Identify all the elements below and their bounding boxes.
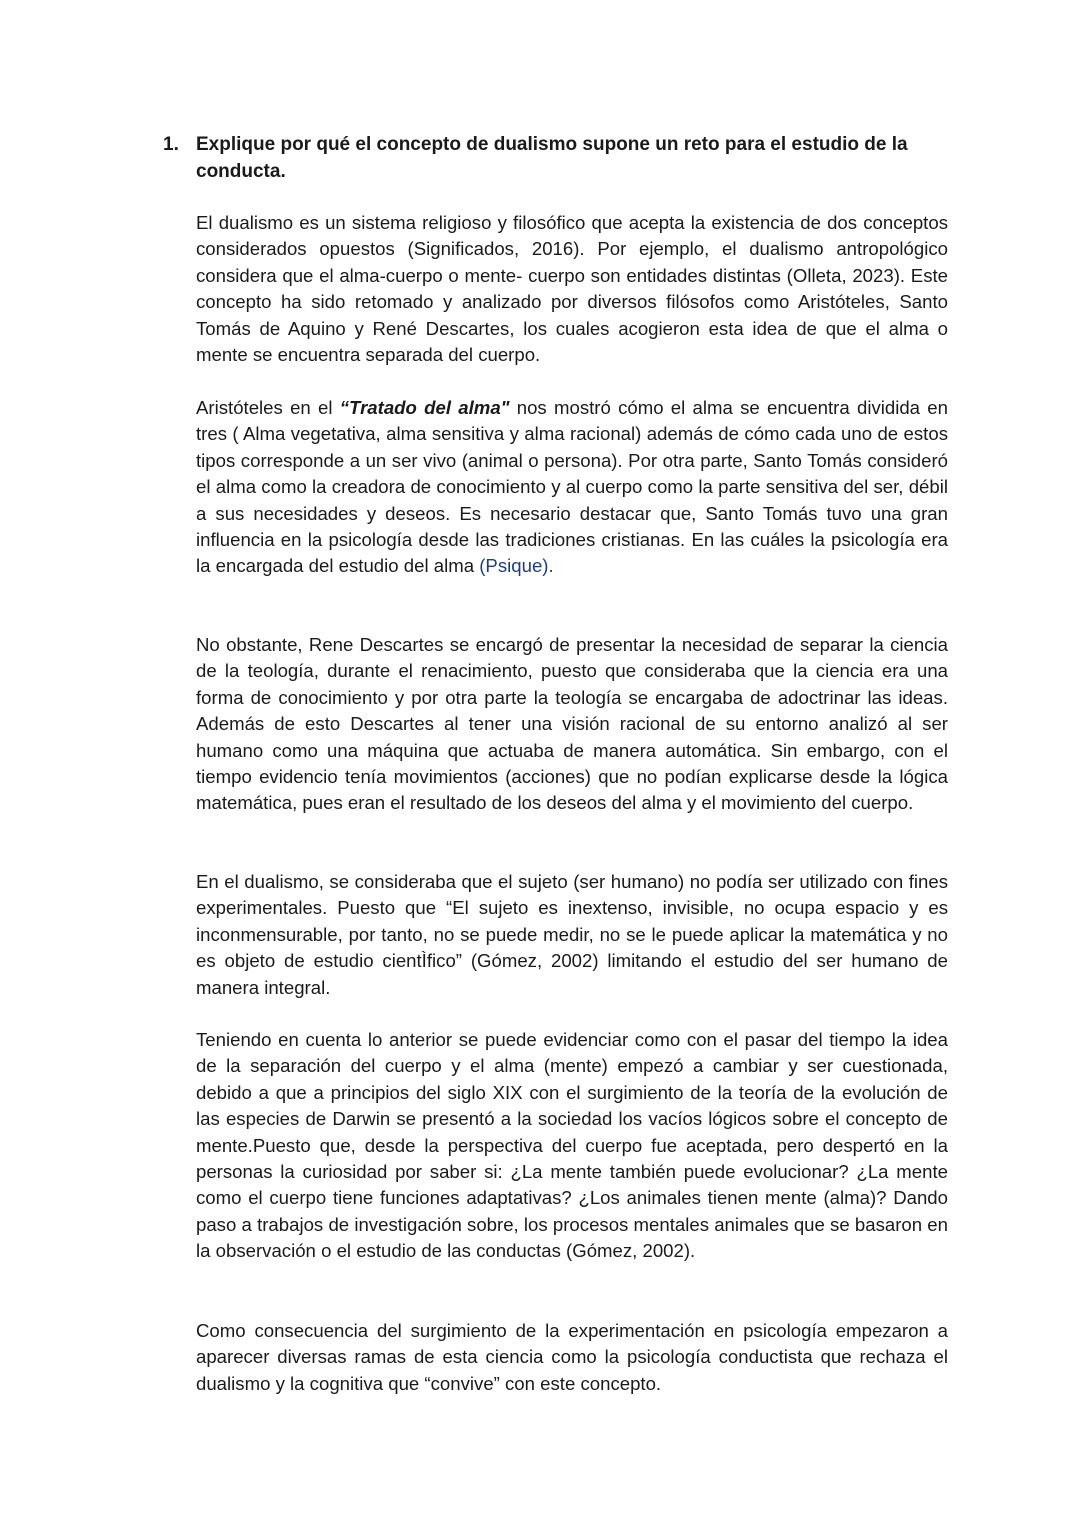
paragraph-descartes: No obstante, Rene Descartes se encargó de presentar la necesidad de separar la ciencia de la teología, durante el renacimiento, puesto que consideraba que la ciencia era una forma de conocimiento y por otra parte la teología se encargaba de adoctrinar las ideas. Además de esto Descartes al tener una visión racional de su entorno analizó al ser humano como una máquina que actuaba de manera automática. Sin embargo, con el tiempo evidencio tenía movimientos (acciones) que no podían explicarse desde la lógica matemática, pues eran el resultado de los deseos del alma y el movimiento del cuerpo.: [196, 634, 948, 814]
question-heading: [163, 131, 953, 185]
paragraph-conclusion: Como consecuencia del surgimiento de la experimentación en psicología empezaron a aparecer diversas ramas de esta ciencia como la psicología conductista que rechaza el dualismo y la cognitiva que “convive” con este concepto.: [196, 1320, 948, 1394]
question-text: Explique por qué el concepto de dualismo supone un reto para el estudio de la conducta.: [196, 134, 908, 182]
paragraph-dualism-definition: El dualismo es un sistema religioso y filosófico que acepta la existencia de dos conceptos considerados opuestos (Significados, 2016). Por ejemplo, el dualismo antropológico considera que el alma-cuerpo o mente- cuerpo son entidades distintas (Olleta, 2023). Este concepto ha sido retomado y analizado por diversos filósofos como Aristóteles, Santo Tomás de Aquino y René Descartes, los cuales acogieron esta idea de que el alma o mente se encuentra separada del cuerpo.: [196, 212, 948, 366]
paragraph-aristotle-intro: Aristóteles en el: [196, 397, 340, 418]
treatise-title: “Tratado del alma": [339, 397, 510, 418]
paragraph-aristotle-body: nos mostró cómo el alma se encuentra dividida en tres ( Alma vegetativa, alma sensitiva y alma racional) además de cómo cada uno de estos tipos corresponde a un ser vivo (animal o persona). Por otra parte, Santo Tomás consideró el alma como la creadora de conocimiento y al cuerpo como la parte sensitiva del ser, débil a sus necesidades y deseos. Es necesario destacar que, Santo Tomás tuvo una gran influencia en la psicología desde las tradiciones cristianas. En las cuáles la psicología era la encargada del estudio del alma: [196, 397, 948, 577]
psique-term: (Psique).: [479, 555, 554, 577]
paragraph-aristotle: [196, 395, 948, 580]
paragraph-experimental-subject: En el dualismo, se consideraba que el sujeto (ser humano) no podía ser utilizado con fines experimentales. Puesto que “El sujeto es inextenso, invisible, no ocupa espacio y es inconmensurable, por tanto, no se puede medir, no se le puede aplicar la matemática y no es objeto de estudio cientÌfico” (Gómez, 2002) limitando el estudio del ser humano de manera integral.: [196, 871, 948, 998]
question-number: 1.: [163, 134, 179, 155]
paragraph-darwin-evolution: Teniendo en cuenta lo anterior se puede evidenciar como con el pasar del tiempo la idea de la separación del cuerpo y el alma (mente) empezó a cambiar y ser cuestionada, debido a que a principios del siglo XIX con el surgimiento de la teoría de la evolución de las especies de Darwin se presentó a la sociedad los vacíos lógicos sobre el concepto de mente.Puesto que, desde la perspectiva del cuerpo fue aceptada, pero despertó en la personas la curiosidad por saber si: ¿La mente también puede evolucionar? ¿La mente como el cuerpo tiene funciones adaptativas? ¿Los animales tienen mente (alma)? Dando paso a trabajos de investigación sobre, los procesos mentales animales que se basaron en la observación o el estudio de las conductas (Gómez, 2002).: [196, 1029, 948, 1262]
